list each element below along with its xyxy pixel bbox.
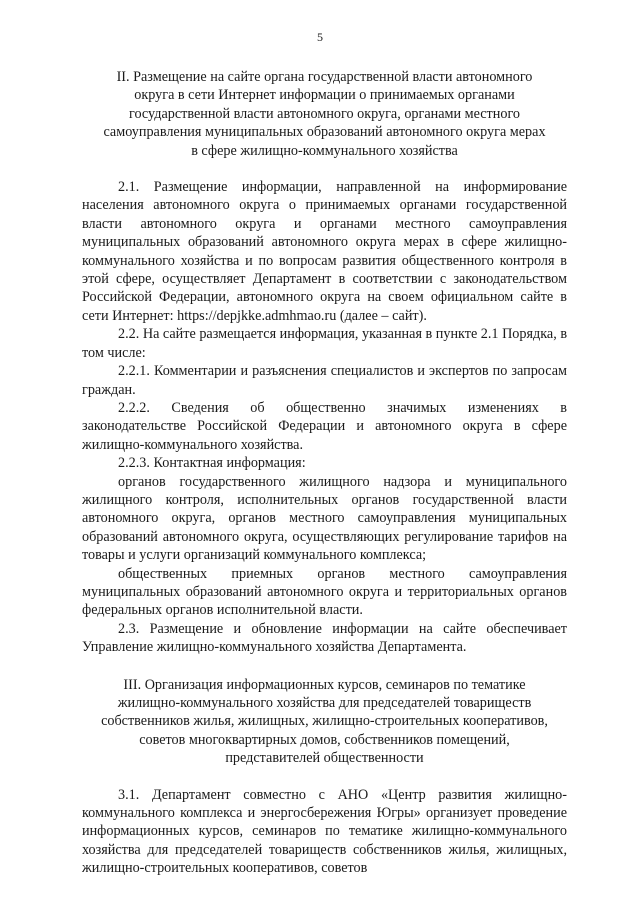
paragraph-2-2-3: 2.2.3. Контактная информация: [118,455,306,472]
section-3-heading [82,676,567,768]
page-number: 5 [317,30,323,44]
paragraph-2-1: 2.1. Размещение информации, направленной на информирование населения автономного округа о принимаемых органами государственной власти автономного округа и органами местного самоуправления муниципальных образований автономного округа мерах в сфере жилищно-коммунального хозяйства и по вопросам развития общественного контроля в этой сфере, осуществляет Департамент в соответствии с законодательством Российской Федерации, автономного округа на своем официальном сайте в сети Интернет: https://depjkke.admhmao.ru (далее – сайт). [82,179,567,324]
paragraph-2-2: 2.2. На сайте размещается информация, указанная в пункте 2.1 Порядка, в том числе: [82,326,568,361]
heading-line: округа в сети Интернет информации о принимаемых органами [134,87,515,104]
heading-line: государственной власти автономного округа, органами местного [129,105,520,122]
paragraph-2-2-1: 2.2.1. Комментарии и разъяснения специалистов и экспертов по запросам граждан. [82,363,567,398]
section-2-heading [82,68,567,160]
paragraph-3-1: 3.1. Департамент совместно с АНО «Центр развития жилищно-коммунального комплекса и энергосбережения Югры» организует проведение информационных курсов, семинаров по тематике жилищно-коммунального хозяйства для председателей товариществ собственников жилья, жилищных, жилищно-строительных кооперативов, советов [82,786,567,877]
paragraph-2-3: 2.3. Размещение и обновление информации на сайте обеспечивает Управление жилищно-коммунального хозяйства Департамента. [82,620,567,656]
paragraph-contacts-public: общественных приемных органов местного самоуправления муниципальных образований автономного округа и территориальных органов федеральных органов исполнительной власти. [82,565,567,619]
heading-line: жилищно-коммунального хозяйства для председателей товариществ [117,695,532,711]
heading-line: советов многоквартирных домов, собственников помещений, [139,731,510,748]
paragraph-2-2-2: 2.2.2. Сведения об общественно значимых изменениях в законодательстве Российской Федерации и автономного округа в сфере жилищно-коммунального хозяйства. [82,399,567,453]
heading-line: II. Размещение на сайте органа государственной власти автономного [116,69,533,85]
paragraph-contacts-state: органов государственного жилищного надзора и муниципального жилищного контроля, исполнительных органов государственной власти автономного округа, органов местного самоуправления муниципальных образований автономного округа, осуществляющих регулирование тарифов на товары и услуги организаций коммунального комплекса; [82,473,567,564]
document-body [82,68,567,878]
heading-line: самоуправления муниципальных образований автономного округа мерах [103,124,546,141]
heading-line: собственников жилья, жилищных, жилищно-строительных кооперативов, [101,713,548,730]
heading-line: в сфере жилищно-коммунального хозяйства [191,142,458,159]
heading-line: представителей общественности [225,750,424,767]
heading-line: III. Организация информационных курсов, семинаров по тематике [123,676,526,693]
